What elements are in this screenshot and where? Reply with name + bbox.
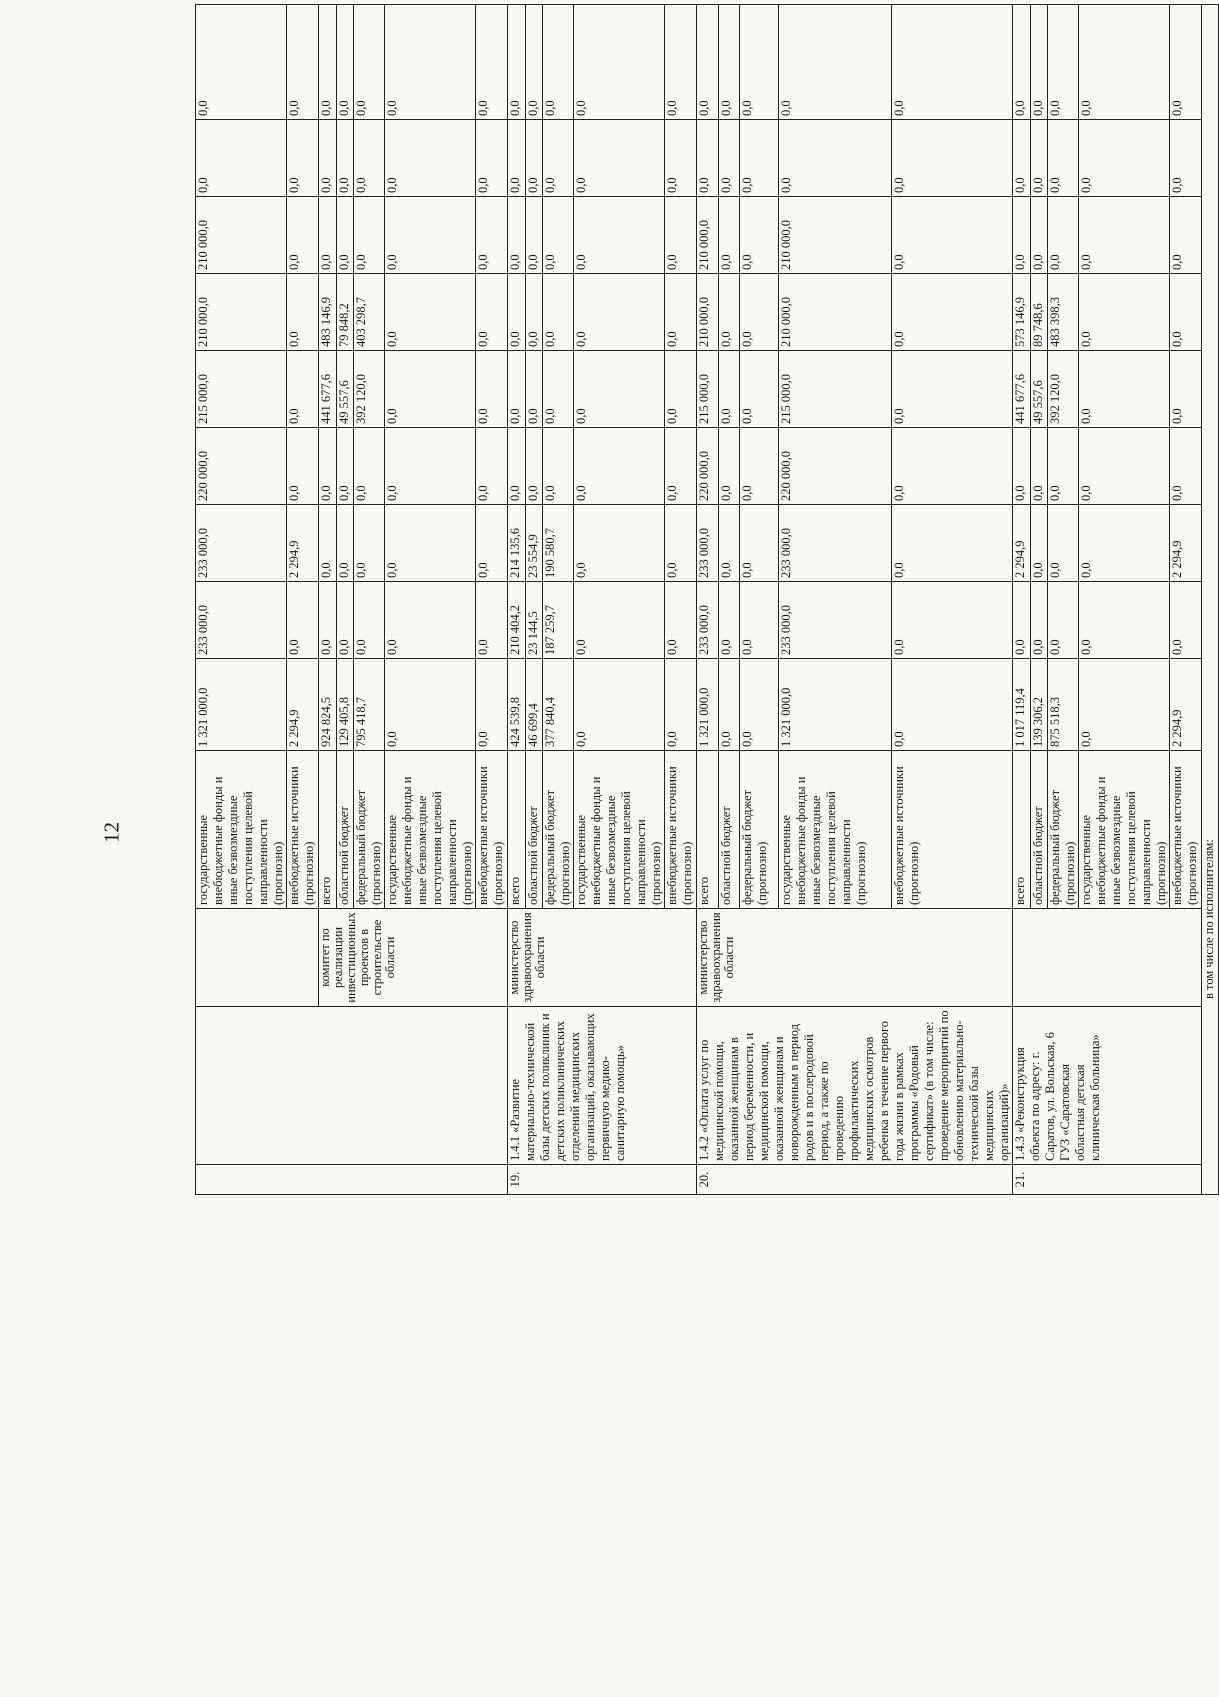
- value-cell: 0,0: [1048, 582, 1079, 659]
- value-cell: 233 000,0: [778, 505, 891, 582]
- value-cell: 190 580,7: [543, 505, 574, 582]
- value-cell: 89 748,6: [1031, 274, 1048, 351]
- table-row: [1013, 5, 1031, 1195]
- value-cell: 0,0: [665, 120, 697, 197]
- value-cell: 0,0: [476, 5, 508, 120]
- value-cell: 0,0: [697, 120, 719, 197]
- funding-source-cell: внебюджетные источники (прогнозно): [665, 751, 697, 909]
- funding-source-cell: государственные внебюджетные фонды и иные безвозмездные поступления целевой направленности (прогнозно): [196, 751, 287, 909]
- value-cell: 0,0: [891, 428, 1012, 505]
- table-row: [196, 5, 287, 1195]
- value-cell: 0,0: [319, 505, 337, 582]
- value-cell: 1 321 000,0: [778, 659, 891, 751]
- table-row: [1202, 5, 1219, 1195]
- value-cell: 0,0: [287, 351, 319, 428]
- value-cell: 0,0: [476, 197, 508, 274]
- value-cell: 0,0: [891, 351, 1012, 428]
- value-cell: 0,0: [319, 582, 337, 659]
- value-cell: 215 000,0: [697, 351, 719, 428]
- value-cell: 0,0: [543, 120, 574, 197]
- value-cell: 220 000,0: [697, 428, 719, 505]
- funding-source-cell: государственные внебюджетные фонды и иные безвозмездные поступления целевой направленности (прогнозно): [574, 751, 665, 909]
- value-cell: 924 824,5: [319, 659, 337, 751]
- value-cell: 0,0: [543, 351, 574, 428]
- executor-cell: [1013, 909, 1202, 1007]
- value-cell: 0,0: [354, 197, 385, 274]
- rotated-table-wrapper: [195, 100, 1216, 1195]
- funding-source-cell: областной бюджет: [337, 751, 354, 909]
- value-cell: 0,0: [319, 428, 337, 505]
- value-cell: 215 000,0: [778, 351, 891, 428]
- value-cell: 377 840,4: [543, 659, 574, 751]
- measure-name-cell: 1.4.2 «Оплата услуг по медицинской помощи, оказанной женщинам в период беременности, и медицинской помощи, оказанной женщинам и новорожденным в период родов и в послеродовой период, а также по проведению профилактических медицинских осмотров ребенка в течение первого года жизни в рамках программы «Родовый сертификат» (в том числе: проведение мероприятий по обновлению материально-технической базы медицинских организаций)»: [697, 1007, 1013, 1165]
- value-cell: 0,0: [740, 505, 778, 582]
- value-cell: 0,0: [543, 428, 574, 505]
- value-cell: 0,0: [665, 5, 697, 120]
- value-cell: 0,0: [476, 582, 508, 659]
- value-cell: 0,0: [543, 5, 574, 120]
- value-cell: 0,0: [740, 351, 778, 428]
- value-cell: 0,0: [891, 582, 1012, 659]
- value-cell: 441 677,6: [1013, 351, 1031, 428]
- value-cell: 0,0: [665, 582, 697, 659]
- value-cell: 0,0: [354, 120, 385, 197]
- funding-source-cell: федеральный бюджет (прогнозно): [354, 751, 385, 909]
- value-cell: 214 135,6: [508, 505, 526, 582]
- value-cell: 0,0: [476, 505, 508, 582]
- value-cell: 0,0: [1013, 582, 1031, 659]
- value-cell: 0,0: [526, 274, 543, 351]
- value-cell: 0,0: [574, 274, 665, 351]
- executor-cell: [196, 909, 319, 1007]
- funding-source-cell: федеральный бюджет (прогнозно): [740, 751, 778, 909]
- value-cell: 233 000,0: [196, 582, 287, 659]
- funding-source-cell: областной бюджет: [526, 751, 543, 909]
- value-cell: 392 120,0: [1048, 351, 1079, 428]
- value-cell: 0,0: [287, 5, 319, 120]
- value-cell: 0,0: [719, 582, 740, 659]
- funding-source-cell: федеральный бюджет (прогнозно): [543, 751, 574, 909]
- funding-source-cell: внебюджетные источники (прогнозно): [891, 751, 1012, 909]
- value-cell: 0,0: [196, 120, 287, 197]
- value-cell: 210 000,0: [697, 274, 719, 351]
- value-cell: 220 000,0: [196, 428, 287, 505]
- value-cell: 0,0: [665, 197, 697, 274]
- value-cell: 0,0: [740, 120, 778, 197]
- value-cell: 0,0: [354, 505, 385, 582]
- value-cell: 23 554,9: [526, 505, 543, 582]
- value-cell: 0,0: [337, 582, 354, 659]
- value-cell: 0,0: [574, 351, 665, 428]
- value-cell: 0,0: [337, 197, 354, 274]
- value-cell: 0,0: [385, 659, 476, 751]
- value-cell: 0,0: [1170, 5, 1202, 120]
- value-cell: 0,0: [891, 197, 1012, 274]
- value-cell: 0,0: [574, 120, 665, 197]
- value-cell: 0,0: [196, 5, 287, 120]
- value-cell: 0,0: [337, 428, 354, 505]
- value-cell: 0,0: [508, 428, 526, 505]
- value-cell: 49 557,6: [337, 351, 354, 428]
- value-cell: 0,0: [665, 428, 697, 505]
- value-cell: 2 294,9: [1170, 505, 1202, 582]
- value-cell: 0,0: [665, 274, 697, 351]
- value-cell: 1 321 000,0: [196, 659, 287, 751]
- value-cell: 0,0: [665, 505, 697, 582]
- value-cell: 0,0: [891, 505, 1012, 582]
- value-cell: 2 294,9: [287, 659, 319, 751]
- value-cell: 0,0: [1079, 351, 1170, 428]
- funding-source-cell: внебюджетные источники (прогнозно): [1170, 751, 1202, 909]
- value-cell: 0,0: [385, 582, 476, 659]
- value-cell: 0,0: [287, 197, 319, 274]
- value-cell: 0,0: [354, 428, 385, 505]
- value-cell: 210 404,2: [508, 582, 526, 659]
- value-cell: 0,0: [354, 5, 385, 120]
- value-cell: 0,0: [476, 120, 508, 197]
- value-cell: 0,0: [574, 197, 665, 274]
- value-cell: 0,0: [543, 197, 574, 274]
- value-cell: 0,0: [1079, 274, 1170, 351]
- funding-source-cell: всего: [319, 751, 337, 909]
- value-cell: 424 539,8: [508, 659, 526, 751]
- value-cell: 0,0: [385, 197, 476, 274]
- value-cell: 0,0: [740, 274, 778, 351]
- value-cell: 0,0: [719, 505, 740, 582]
- value-cell: 49 557,6: [1031, 351, 1048, 428]
- funding-source-cell: внебюджетные источники (прогнозно): [476, 751, 508, 909]
- value-cell: 0,0: [1031, 197, 1048, 274]
- value-cell: 0,0: [385, 505, 476, 582]
- value-cell: 210 000,0: [196, 197, 287, 274]
- value-cell: 0,0: [719, 274, 740, 351]
- value-cell: 392 120,0: [354, 351, 385, 428]
- value-cell: 0,0: [1048, 5, 1079, 120]
- funding-source-cell: государственные внебюджетные фонды и иные безвозмездные поступления целевой направленности (прогнозно): [1079, 751, 1170, 909]
- value-cell: 0,0: [385, 274, 476, 351]
- value-cell: 573 146,9: [1013, 274, 1031, 351]
- value-cell: 0,0: [337, 505, 354, 582]
- value-cell: 210 000,0: [697, 197, 719, 274]
- value-cell: 0,0: [1079, 197, 1170, 274]
- value-cell: 0,0: [1031, 505, 1048, 582]
- value-cell: 0,0: [385, 5, 476, 120]
- budget-table: [195, 4, 1219, 1195]
- value-cell: 0,0: [1170, 120, 1202, 197]
- page-number: 12: [99, 822, 124, 843]
- value-cell: 0,0: [319, 5, 337, 120]
- value-cell: 0,0: [287, 274, 319, 351]
- value-cell: 0,0: [574, 582, 665, 659]
- value-cell: 0,0: [574, 5, 665, 120]
- value-cell: 0,0: [526, 120, 543, 197]
- value-cell: 0,0: [526, 428, 543, 505]
- value-cell: 0,0: [778, 5, 891, 120]
- value-cell: 0,0: [287, 120, 319, 197]
- value-cell: 0,0: [1048, 505, 1079, 582]
- measure-name-cell: 1.4.1 «Развитие материально-технической базы детских поликлиник и детских поликлинических отделений медицинских организаций, оказывающих первичную медико-санитарную помощь»: [508, 1007, 697, 1165]
- value-cell: 220 000,0: [778, 428, 891, 505]
- value-cell: 0,0: [697, 5, 719, 120]
- value-cell: 46 699,4: [526, 659, 543, 751]
- value-cell: 0,0: [526, 5, 543, 120]
- executor-cell: комитет по реализации инвестиционных проектов в строительстве области: [319, 909, 508, 1007]
- value-cell: 0,0: [1170, 274, 1202, 351]
- measure-name-cell: [196, 1007, 508, 1165]
- value-cell: 0,0: [526, 351, 543, 428]
- value-cell: 2 294,9: [1170, 659, 1202, 751]
- value-cell: 0,0: [719, 659, 740, 751]
- row-number-cell: 19.: [508, 1165, 697, 1195]
- funding-source-cell: всего: [697, 751, 719, 909]
- value-cell: 0,0: [1048, 197, 1079, 274]
- value-cell: 403 298,7: [354, 274, 385, 351]
- value-cell: 0,0: [891, 5, 1012, 120]
- value-cell: 0,0: [719, 351, 740, 428]
- footer-note-cell: в том числе по исполнителям:: [1202, 5, 1219, 1195]
- value-cell: 0,0: [1170, 582, 1202, 659]
- value-cell: 795 418,7: [354, 659, 385, 751]
- value-cell: 483 398,3: [1048, 274, 1079, 351]
- row-number-cell: 20.: [697, 1165, 1013, 1195]
- value-cell: 233 000,0: [697, 505, 719, 582]
- funding-source-cell: областной бюджет: [1031, 751, 1048, 909]
- value-cell: 0,0: [1031, 582, 1048, 659]
- value-cell: 0,0: [1079, 582, 1170, 659]
- value-cell: 215 000,0: [196, 351, 287, 428]
- value-cell: 0,0: [476, 428, 508, 505]
- value-cell: 0,0: [1170, 197, 1202, 274]
- value-cell: 0,0: [719, 197, 740, 274]
- value-cell: 233 000,0: [697, 582, 719, 659]
- value-cell: 0,0: [740, 659, 778, 751]
- value-cell: 0,0: [508, 5, 526, 120]
- value-cell: 0,0: [385, 351, 476, 428]
- value-cell: 0,0: [287, 582, 319, 659]
- value-cell: 0,0: [337, 120, 354, 197]
- value-cell: 0,0: [1170, 428, 1202, 505]
- value-cell: 0,0: [508, 351, 526, 428]
- value-cell: 0,0: [1170, 351, 1202, 428]
- value-cell: 210 000,0: [778, 197, 891, 274]
- value-cell: 0,0: [891, 120, 1012, 197]
- table-row: [508, 5, 526, 1195]
- value-cell: 0,0: [287, 428, 319, 505]
- value-cell: 0,0: [719, 428, 740, 505]
- value-cell: 0,0: [740, 197, 778, 274]
- value-cell: 0,0: [1079, 5, 1170, 120]
- funding-source-cell: всего: [508, 751, 526, 909]
- value-cell: 233 000,0: [196, 505, 287, 582]
- value-cell: 0,0: [1031, 120, 1048, 197]
- value-cell: 0,0: [1048, 120, 1079, 197]
- value-cell: 0,0: [1079, 505, 1170, 582]
- value-cell: 0,0: [574, 505, 665, 582]
- executor-cell: министерство здравоохранения области: [508, 909, 697, 1007]
- value-cell: 79 848,2: [337, 274, 354, 351]
- funding-source-cell: внебюджетные источники (прогнозно): [287, 751, 319, 909]
- funding-source-cell: федеральный бюджет (прогнозно): [1048, 751, 1079, 909]
- value-cell: 0,0: [740, 582, 778, 659]
- value-cell: 0,0: [891, 659, 1012, 751]
- value-cell: 0,0: [385, 428, 476, 505]
- value-cell: 875 518,3: [1048, 659, 1079, 751]
- value-cell: 0,0: [476, 659, 508, 751]
- value-cell: 0,0: [1013, 197, 1031, 274]
- funding-source-cell: областной бюджет: [719, 751, 740, 909]
- measure-name-cell: 1.4.3 «Реконструкция объекта по адресу: г. Саратов, ул. Вольская, 6 ГУЗ «Саратовская областная детская клиническая больница»: [1013, 1007, 1202, 1165]
- value-cell: 187 259,7: [543, 582, 574, 659]
- value-cell: 0,0: [891, 274, 1012, 351]
- value-cell: 0,0: [1013, 5, 1031, 120]
- value-cell: 210 000,0: [196, 274, 287, 351]
- value-cell: 0,0: [1048, 428, 1079, 505]
- value-cell: 441 677,6: [319, 351, 337, 428]
- row-number-cell: [196, 1165, 508, 1195]
- executor-cell: министерство здравоохранения области: [697, 909, 1013, 1007]
- value-cell: 0,0: [508, 197, 526, 274]
- funding-source-cell: государственные внебюджетные фонды и иные безвозмездные поступления целевой направленности (прогнозно): [778, 751, 891, 909]
- value-cell: 0,0: [385, 120, 476, 197]
- value-cell: 0,0: [508, 120, 526, 197]
- value-cell: 0,0: [526, 197, 543, 274]
- value-cell: 0,0: [319, 197, 337, 274]
- value-cell: 2 294,9: [287, 505, 319, 582]
- value-cell: 0,0: [508, 274, 526, 351]
- value-cell: 0,0: [740, 5, 778, 120]
- value-cell: 0,0: [319, 120, 337, 197]
- value-cell: 0,0: [665, 351, 697, 428]
- value-cell: 0,0: [719, 120, 740, 197]
- value-cell: 0,0: [337, 5, 354, 120]
- value-cell: 0,0: [543, 274, 574, 351]
- value-cell: 0,0: [574, 428, 665, 505]
- value-cell: 0,0: [1031, 5, 1048, 120]
- value-cell: 2 294,9: [1013, 505, 1031, 582]
- value-cell: 0,0: [476, 274, 508, 351]
- value-cell: 210 000,0: [778, 274, 891, 351]
- value-cell: 0,0: [740, 428, 778, 505]
- value-cell: 0,0: [1031, 428, 1048, 505]
- value-cell: 0,0: [476, 351, 508, 428]
- value-cell: 23 144,5: [526, 582, 543, 659]
- value-cell: 0,0: [1013, 428, 1031, 505]
- funding-source-cell: всего: [1013, 751, 1031, 909]
- value-cell: 0,0: [354, 582, 385, 659]
- value-cell: 1 017 119,4: [1013, 659, 1031, 751]
- value-cell: 0,0: [574, 659, 665, 751]
- value-cell: 483 146,9: [319, 274, 337, 351]
- value-cell: 0,0: [719, 5, 740, 120]
- value-cell: 0,0: [665, 659, 697, 751]
- value-cell: 0,0: [778, 120, 891, 197]
- value-cell: 1 321 000,0: [697, 659, 719, 751]
- funding-source-cell: государственные внебюджетные фонды и иные безвозмездные поступления целевой направленности (прогнозно): [385, 751, 476, 909]
- value-cell: 129 405,8: [337, 659, 354, 751]
- table-row: [697, 5, 719, 1195]
- value-cell: 139 306,2: [1031, 659, 1048, 751]
- value-cell: 0,0: [1079, 659, 1170, 751]
- row-number-cell: 21.: [1013, 1165, 1202, 1195]
- value-cell: 0,0: [1079, 428, 1170, 505]
- value-cell: 0,0: [1013, 120, 1031, 197]
- value-cell: 233 000,0: [778, 582, 891, 659]
- value-cell: 0,0: [1079, 120, 1170, 197]
